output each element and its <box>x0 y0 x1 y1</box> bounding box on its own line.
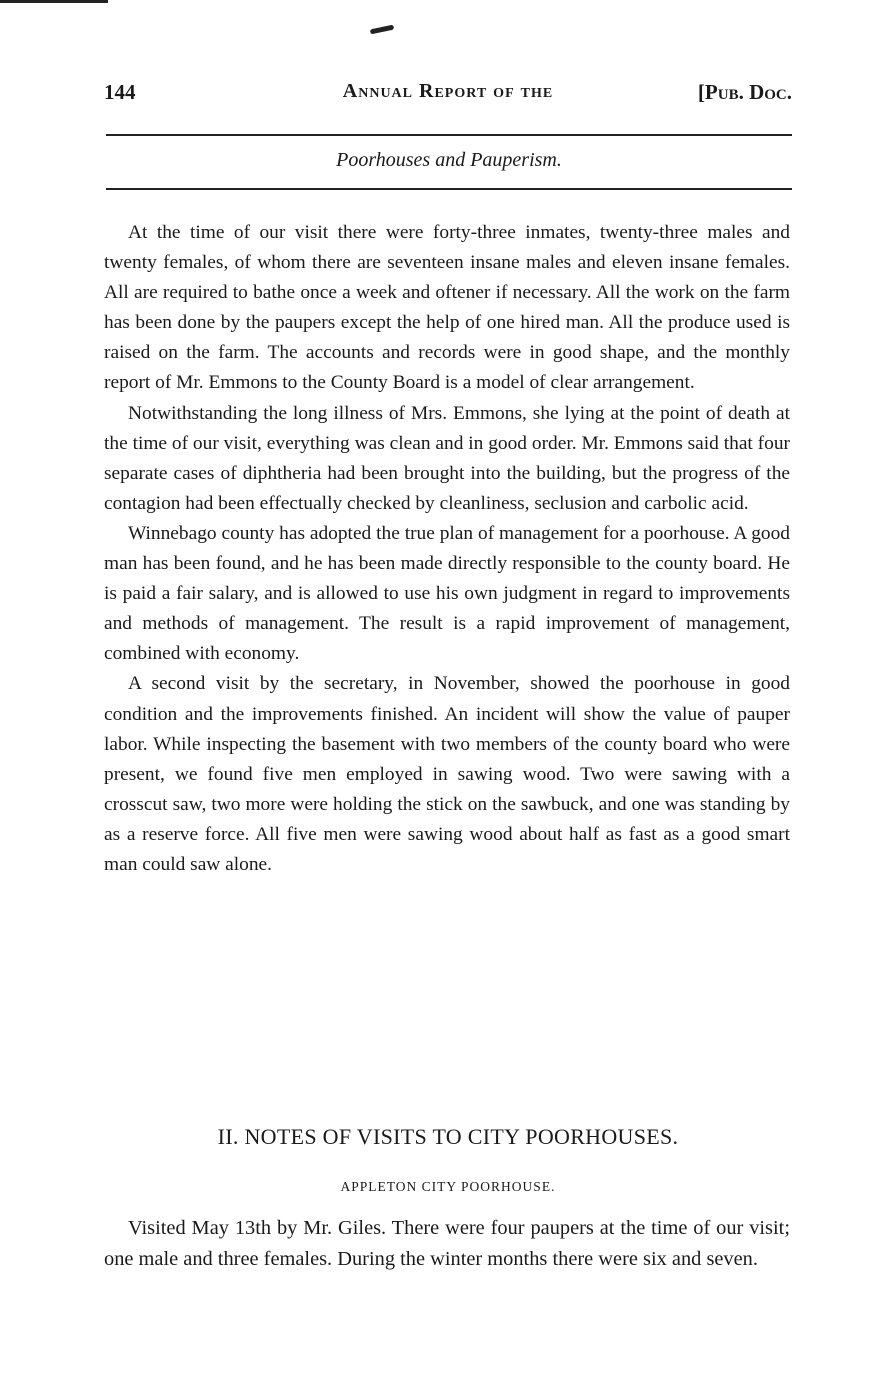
paragraph-2: Notwithstanding the long illness of Mrs. Emmons, she lying at the point of death at the time of our visit, everything was clean and in good order. Mr. Emmons said that four separate cases of diphtheria had been brought into the building, but the progress of the contagion had been effectually checked by cleanliness, seclusion and carbolic acid. <box>104 402 790 514</box>
subsection-heading: APPLETON CITY POORHOUSE. <box>340 1179 556 1194</box>
running-title: Annual Report of the <box>342 80 554 102</box>
body-text <box>104 218 790 880</box>
paragraph-4: A second visit by the secretary, in November, showed the poorhouse in good condition and the improvements finished. An incident will show the value of pauper labor. While inspecting the basement with two members of the county board who were present, we found five men employed in sawing wood. Two were sawing with a crosscut saw, two more were holding the stick on the sawbuck, and one was standing by as a reserve force. All five men were sawing wood about half as fast as a good smart man could saw alone. <box>104 673 790 875</box>
ink-smudge <box>370 25 395 35</box>
scan-edge-mark <box>0 0 108 3</box>
paragraph-1: At the time of our visit there were forty-three inmates, twenty-three males and twenty females, of whom there are seventeen insane males and eleven insane females. All are required to bathe once a week and oftener if necessary. All the work on the farm has been done by the paupers except the help of one hired man. All the produce used is raised on the farm. The accounts and records were in good shape, and the monthly report of Mr. Emmons to the County Board is a model of clear arrangement. <box>104 222 790 394</box>
section-title: Poorhouses and Pauperism. <box>336 149 562 171</box>
header-rule-bottom <box>106 188 792 190</box>
running-header <box>104 80 792 106</box>
paragraph-3: Winnebago county has adopted the true plan of management for a poorhouse. A good man has been found, and he has been made directly responsible to the county board. He is paid a fair salary, and is allowed to use his own judgment in regard to improvements and methods of management. The result is a rapid improvement of management, combined with economy. <box>104 522 790 665</box>
paragraph-appleton: Visited May 13th by Mr. Giles. There were four paupers at the time of our visit; one male and three females. During the winter months there were six and seven. <box>104 1217 790 1270</box>
page-number: 144 <box>104 80 136 104</box>
document-label: [Pub. Doc. <box>697 80 792 104</box>
section-heading: II. NOTES OF VISITS TO CITY POORHOUSES. <box>217 1124 679 1149</box>
header-rule-top <box>106 134 792 136</box>
